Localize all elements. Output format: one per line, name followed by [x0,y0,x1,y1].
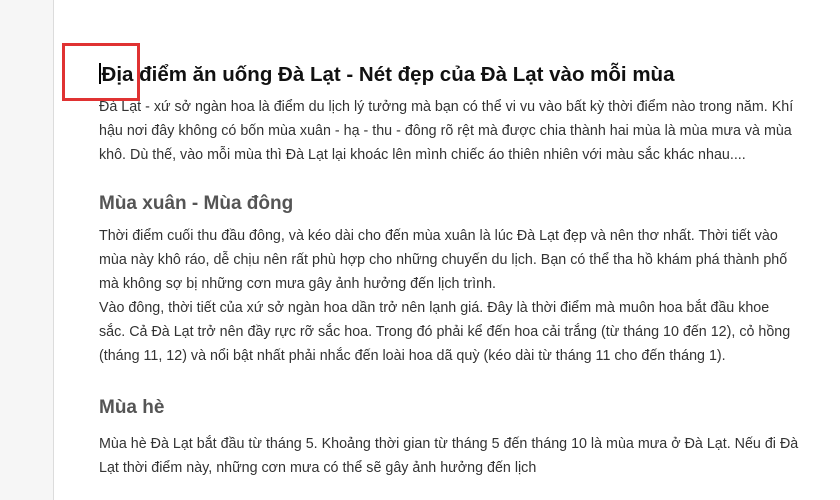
section-heading-spring-winter[interactable]: Mùa xuân - Mùa đông [99,193,294,214]
title-text: ịa điểm ăn uống Đà Lạt - Nét đẹp của Đà Lạt vào mỗi mùa [116,63,675,86]
text-cursor [99,63,101,84]
intro-paragraph[interactable]: Đà Lạt - xứ sở ngàn hoa là điểm du lịch lý tưởng mà bạn có thể vi vu vào bất kỳ thời điểm nào trong năm. Khí hậu nơi đây không có bốn mùa xuân - hạ - thu - đông rõ rệt mà được chia thành hai mùa là mùa mưa và mùa khô. Dù thế, vào mỗi mùa thì Đà Lạt lại khoác lên mình chiếc áo thiên nhiên với màu sắc khác nhau.... [99,99,794,163]
title-first-char: Đ [101,63,117,86]
summer-paragraph-1[interactable]: Mùa hè Đà Lạt bắt đầu từ tháng 5. Khoảng thời gian từ tháng 5 đến tháng 10 là mùa mưa ở Đà Lạt. Nếu đi Đà Lạt thời điểm này, những cơn mưa có thể sẽ gây ảnh hưởng đến lịch [99,436,799,476]
spring-paragraph-2[interactable]: Vào đông, thời tiết của xứ sở ngàn hoa dần trở nên lạnh giá. Đây là thời điểm mà muôn hoa bắt đầu khoe sắc. Cả Đà Lạt trở nên đầy rực rỡ sắc hoa. Trong đó phải kể đến hoa cải trắng (từ tháng 10 đến 12), cỏ hồng (tháng 11, 12) và nổi bật nhất phải nhắc đến loài hoa dã quỳ (kéo dài từ tháng 11 cho đến tháng 1). [99,300,791,364]
document-body[interactable] [99,60,799,480]
document-title[interactable] [99,60,799,90]
spring-paragraph-1[interactable]: Thời điểm cuối thu đầu đông, và kéo dài cho đến mùa xuân là lúc Đà Lạt đẹp và nên thơ nhất. Thời tiết vào mùa này khô ráo, dễ chịu nên rất phù hợp cho những chuyến du lịch. Bạn có thể tha hồ khám phá thành phố mà không sợ bị những cơn mưa gây ảnh hưởng đến lịch trình. [99,228,788,292]
section-heading-summer[interactable]: Mùa hè [99,397,165,418]
document-page[interactable] [53,0,840,500]
